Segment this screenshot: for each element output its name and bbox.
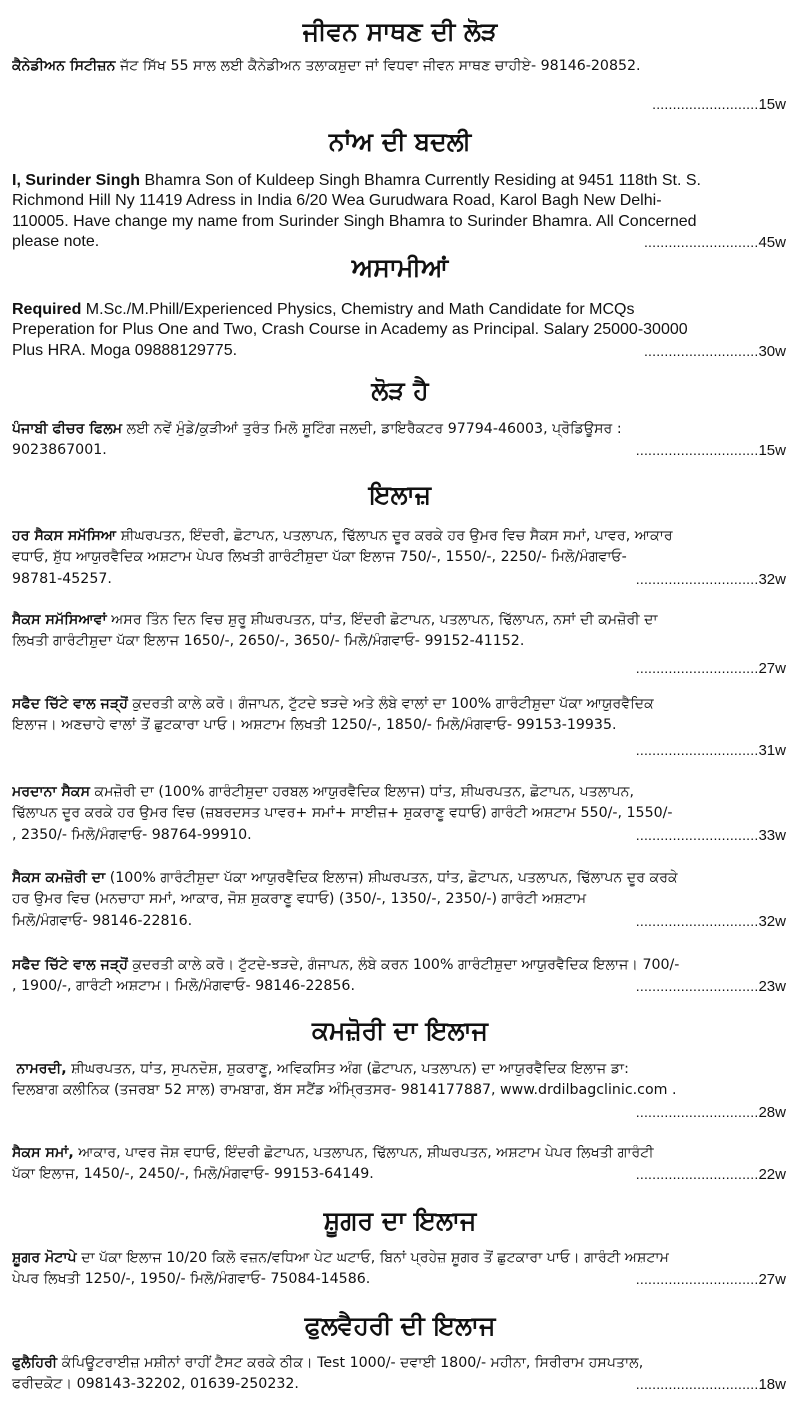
- ad-treatment-2: [12, 610, 786, 680]
- ad-lead: ਫੁਲੈਹਿਰੀ: [12, 1355, 58, 1371]
- ad-lead: Required: [12, 301, 82, 318]
- ad-text-line: ਅਸਰ ਤਿੰਨ ਦਿਨ ਵਿਚ ਸ਼ੁਰੂ ਸ਼ੀਘਰਪਤਨ, ਧਾਂਤ, ਇੰਦਰੀ ਛੋਟਾਪਨ, ਪਤਲਾਪਨ, ਢਿੱਲਾਪਨ, ਨਸਾਂ ਦੀ ਕਮਜ਼ੋਰੀ ਦਾ: [111, 612, 658, 628]
- ad-text-line: ਲਿਖਤੀ ਗਾਰੰਟੀਸ਼ੁਦਾ ਪੱਕਾ ਇਲਾਜ 1650/-, 2650/-, 3650/- ਮਿਲੋ/ਮੰਗਵਾਓ- 99152-41152.: [12, 633, 525, 650]
- ad-dots: ..........................: [652, 96, 759, 113]
- ad-code: 28w: [758, 1103, 786, 1121]
- ad-leucoderma: [12, 1353, 786, 1397]
- ad-text-line: ਢਿੱਲਾਪਨ ਦੂਰ ਕਰਕੇ ਹਰ ਉਮਰ ਵਿਚ (ਜ਼ਬਰਦਸਤ ਪਾਵਰ+ ਸਮਾਂ+ ਸਾਈਜ਼+ ਸ਼ੁਕਰਾਣੂ ਵਧਾਓ) ਗਾਰੰਟੀ ਅਸ਼ਟਾਮ 550/-, 1550/-: [12, 805, 673, 822]
- ad-treatment-3: [12, 694, 786, 762]
- section-heading-sugar-treatment: ਸ਼ੂਗਰ ਦਾ ਇਲਾਜ: [323, 1206, 477, 1235]
- ad-tail-text: ਪੱਕਾ ਇਲਾਜ, 1450/-, 2450/-, ਮਿਲੋ/ਮੰਗਵਾਓ- 99153-64149.: [12, 1166, 374, 1183]
- ad-lead: I, Surinder Singh: [12, 172, 141, 189]
- ad-code: 30w: [758, 342, 786, 360]
- ad-lead: ਸਫੈਦ ਚਿੱਟੇ ਵਾਲ ਜੜ੍ਹੋਂ: [12, 957, 128, 973]
- section-heading-name-change: ਨਾਂਅ ਦੀ ਬਦਲੀ: [328, 127, 472, 156]
- ad-tail-text: please note.: [12, 232, 100, 250]
- ad-text-line: 110005. Have change my name from Surinder Singh Bhamra to Surinder Bhamra. All Concerned: [12, 212, 697, 230]
- ad-dots: ..............................: [635, 978, 759, 995]
- ad-text-line: ਕੁਦਰਤੀ ਕਾਲੇ ਕਰੋ। ਟੁੱਟਦੇ-ਝੜਦੇ, ਗੰਜਾਪਨ, ਲੰਬੇ ਕਰਨ 100% ਗਾਰੰਟੀਸ਼ੁਦਾ ਆਯੁਰਵੈਦਿਕ ਇਲਾਜ। 700/-: [132, 957, 680, 973]
- ad-code: 27w: [758, 659, 786, 677]
- ad-text-line: Bhamra Son of Kuldeep Singh Bhamra Currently Residing at 9451 118th St. S.: [144, 172, 701, 189]
- ad-life-partner: [12, 56, 786, 117]
- ad-lead: ਸਫੈਦ ਚਿੱਟੇ ਵਾਲ ਜੜ੍ਹੋਂ: [12, 696, 128, 712]
- ad-weakness-2: [12, 1143, 786, 1187]
- ad-tail-text: ਪੇਪਰ ਲਿਖਤੀ 1250/-, 1950/- ਮਿਲੋ/ਮੰਗਵਾਓ- 75084-14586.: [12, 1271, 371, 1288]
- ad-code: 15w: [758, 96, 786, 114]
- ad-text-line: ਕੰਪਿਊਟਰਾਈਜ਼ ਮਸ਼ੀਨਾਂ ਰਾਹੀਂ ਟੈਸਟ ਕਰਕੇ ਠੀਕ। Test 1000/- ਦਵਾਈ 1800/- ਮਹੀਨਾ, ਸਿਰੀਰਾਮ ਹਸਪਤਾਲ,: [61, 1355, 644, 1371]
- ad-dots: ..............................: [635, 912, 759, 929]
- ad-treatment-1: [12, 526, 786, 591]
- ad-vacancy: [12, 300, 786, 362]
- ad-dots: ............................: [643, 342, 759, 359]
- ad-lead: ਹਰ ਸੈਕਸ ਸਮੱਸਿਆ: [12, 528, 117, 544]
- section-heading-weakness-treatment: ਕਮਜ਼ੋਰੀ ਦਾ ਇਲਾਜ: [311, 1016, 489, 1045]
- ad-code: 15w: [758, 442, 786, 460]
- ad-tail-text: 9023867001.: [12, 442, 107, 459]
- ad-code: 45w: [758, 233, 786, 251]
- ad-code: 31w: [758, 741, 786, 759]
- ad-dots: ..............................: [635, 570, 759, 587]
- ad-treatment-6: [12, 955, 786, 999]
- ad-code: 22w: [758, 1166, 786, 1184]
- ad-text-line: ਜੱਟ ਸਿੱਖ 55 ਸਾਲ ਲਈ ਕੈਨੇਡੀਅਨ ਤਲਾਕਸ਼ੁਦਾ ਜਾਂ ਵਿਧਵਾ ਜੀਵਨ ਸਾਥਣ ਚਾਹੀਏ- 98146-20852.: [120, 58, 641, 74]
- ad-text-line: ਕੁਦਰਤੀ ਕਾਲੇ ਕਰੋ। ਗੰਜਾਪਨ, ਟੁੱਟਦੇ ਝੜਦੇ ਅਤੇ ਲੰਬੇ ਵਾਲਾਂ ਦਾ 100% ਗਾਰੰਟੀਸ਼ੁਦਾ ਪੱਕਾ ਆਯੁਰਵੈਦਿਕ: [132, 696, 654, 712]
- ad-lead: ਸੈਕਸ ਕਮਜ਼ੋਰੀ ਦਾ: [12, 870, 106, 886]
- ad-lead: ਮਰਦਾਨਾ ਸੈਕਸ: [12, 784, 91, 800]
- ad-tail-text: Plus HRA. Moga 09888129775.: [12, 341, 238, 359]
- ad-text-line: ਲਈ ਨਵੇਂ ਮੁੰਡੇ/ਕੁੜੀਆਂ ਤੁਰੰਤ ਮਿਲੋ ਸ਼ੂਟਿੰਗ ਜਲਦੀ, ਡਾਇਰੈਕਟਰ 97794-46003, ਪ੍ਰੋਡਿਊਸਰ :: [126, 421, 622, 437]
- ad-text-line: ਕਮਜ਼ੋਰੀ ਦਾ (100% ਗਾਰੰਟੀਸ਼ੁਦਾ ਹਰਬਲ ਆਯੁਰਵੈਦਿਕ ਇਲਾਜ) ਧਾਂਤ, ਸ਼ੀਘਰਪਤਨ, ਛੋਟਾਪਨ, ਪਤਲਾਪਨ,: [94, 784, 635, 800]
- ad-text-line: ਇਲਾਜ। ਅਣਚਾਹੇ ਵਾਲਾਂ ਤੋਂ ਛੁਟਕਾਰਾ ਪਾਓ। ਅਸ਼ਟਾਮ ਲਿਖਤੀ 1250/-, 1850/- ਮਿਲੋ/ਮੰਗਵਾਓ- 99153-19935.: [12, 717, 617, 734]
- ad-treatment-4: [12, 782, 786, 847]
- ad-lead: ਸੈਕਸ ਸਮੱਸਿਆਵਾਂ: [12, 612, 107, 628]
- ad-dots: ..............................: [635, 442, 759, 459]
- ad-name-change: [12, 171, 786, 253]
- ad-code: 32w: [758, 912, 786, 930]
- ad-film-casting: [12, 419, 786, 463]
- ad-lead: ਕੈਨੇਡੀਅਨ ਸਿਟੀਜ਼ਨ: [12, 58, 116, 74]
- ad-code: 32w: [758, 570, 786, 588]
- ad-code: 18w: [758, 1376, 786, 1394]
- ad-dots: ............................: [643, 233, 759, 250]
- ad-dots: ..............................: [635, 1166, 759, 1183]
- ad-tail-text: ਫਰੀਦਕੋਟ। 098143-32202, 01639-250232.: [12, 1376, 299, 1393]
- section-heading-treatment: ਇਲਾਜ਼: [368, 480, 432, 509]
- ad-text-line: ਸ਼ੀਘਰਪਤਨ, ਧਾਂਤ, ਸੁਪਨਦੋਸ਼, ਸ਼ੁਕਰਾਣੂ, ਅਵਿਕਸਿਤ ਅੰਗ (ਛੋਟਾਪਨ, ਪਤਲਾਪਨ) ਦਾ ਆਯੁਰਵੈਦਿਕ ਇਲਾਜ ਡਾ:: [71, 1061, 629, 1077]
- ad-dots: ..............................: [635, 1103, 759, 1120]
- ad-text-line: ਵਧਾਓ, ਸ਼ੁੱਧ ਆਯੁਰਵੈਦਿਕ ਅਸ਼ਟਾਮ ਪੇਪਰ ਲਿਖਤੀ ਗਾਰੰਟੀਸ਼ੁਦਾ ਪੱਕਾ ਇਲਾਜ 750/-, 1550/-, 2250/- ਮਿਲੋ/ਮੰਗਵਾਓ-: [12, 549, 627, 566]
- ad-code: 23w: [758, 978, 786, 996]
- ad-treatment-5: [12, 868, 786, 933]
- ad-text-line: ਸ਼ੀਘਰਪਤਨ, ਇੰਦਰੀ, ਛੋਟਾਪਨ, ਪਤਲਾਪਨ, ਢਿੱਲਾਪਨ ਦੂਰ ਕਰਕੇ ਹਰ ਉਮਰ ਵਿਚ ਸੈਕਸ ਸਮਾਂ, ਪਾਵਰ, ਆਕਾਰ: [120, 528, 673, 544]
- ad-tail-text: , 2350/- ਮਿਲੋ/ਮੰਗਵਾਓ- 98764-99910.: [12, 826, 252, 843]
- section-heading-leucoderma-treatment: ਫੁਲਵੈਹਰੀ ਦੀ ਇਲਾਜ: [304, 1311, 496, 1340]
- ad-tail-text: 98781-45257.: [12, 570, 112, 587]
- ad-dots: ..............................: [635, 826, 759, 843]
- ad-text-line: Richmond Hill Ny 11419 Adress in India 6/20 Wea Gurudwara Road, Karol Bagh New Delhi-: [12, 192, 662, 210]
- ad-tail-text: ਮਿਲੋ/ਮੰਗਵਾਓ- 98146-22816.: [12, 912, 193, 929]
- section-heading-wanted: ਲੋੜ ਹੈ: [371, 376, 429, 405]
- ad-code: 27w: [758, 1271, 786, 1289]
- ad-text-line: (100% ਗਾਰੰਟੀਸ਼ੁਦਾ ਪੱਕਾ ਆਯੁਰਵੈਦਿਕ ਇਲਾਜ) ਸ਼ੀਘਰਪਤਨ, ਧਾਂਤ, ਛੋਟਾਪਨ, ਪਤਲਾਪਨ, ਢਿੱਲਾਪਨ ਦੂਰ ਕਰਕੇ: [109, 870, 678, 886]
- ad-dots: ..............................: [635, 1376, 759, 1393]
- section-heading-life-partner: ਜੀਵਨ ਸਾਥਣ ਦੀ ਲੋੜ: [302, 17, 498, 46]
- ad-lead: ਨਾਮਰਦੀ,: [16, 1061, 67, 1077]
- section-heading-vacancies: ਅਸਾਮੀਆਂ: [351, 253, 449, 282]
- ad-dots: ..............................: [635, 741, 759, 758]
- ad-text-line: M.Sc./M.Phill/Experienced Physics, Chemistry and Math Candidate for MCQs: [85, 301, 635, 318]
- ad-text-line: ਦਾ ਪੱਕਾ ਇਲਾਜ 10/20 ਕਿਲੋ ਵਜ਼ਨ/ਵਧਿਆ ਪੇਟ ਘਟਾਓ, ਬਿਨਾਂ ਪ੍ਰਹੇਜ਼ ਸ਼ੂਗਰ ਤੋਂ ਛੁਟਕਾਰਾ ਪਾਓ। ਗਾਰੰਟੀ ਅਸ਼ਟਾਮ: [81, 1250, 669, 1266]
- ad-text-line: ਆਕਾਰ, ਪਾਵਰ ਜੋਸ਼ ਵਧਾਓ, ਇੰਦਰੀ ਛੋਟਾਪਨ, ਪਤਲਾਪਨ, ਢਿੱਲਾਪਨ, ਸ਼ੀਘਰਪਤਨ, ਅਸ਼ਟਾਮ ਪੇਪਰ ਲਿਖਤੀ ਗਾਰੰਟੀ: [78, 1145, 654, 1161]
- ad-text-line: ਹਰ ਉਮਰ ਵਿਚ (ਮਨਚਾਹਾ ਸਮਾਂ, ਆਕਾਰ, ਜੋਸ਼ ਸ਼ੁਕਰਾਣੂ ਵਧਾਓ) (350/-, 1350/-, 2350/-) ਗਾਰੰਟੀ ਅਸ਼ਟਾਮ: [12, 891, 587, 908]
- ad-text-line: ਦਿਲਬਾਗ ਕਲੀਨਿਕ (ਤਜਰਬਾ 52 ਸਾਲ) ਰਾਮਬਾਗ, ਬੱਸ ਸਟੈਂਡ ਅੰਮ੍ਰਿਤਸਰ- 9814177887, www.drdilbagclinic.com .: [12, 1082, 677, 1099]
- ad-weakness-1: [12, 1059, 786, 1124]
- ad-lead: ਸ਼ੂਗਰ ਮੋਟਾਪੇ: [12, 1250, 77, 1266]
- ad-text-line: Preperation for Plus One and Two, Crash Course in Academy as Principal. Salary 25000-30000: [12, 321, 688, 339]
- ad-lead: ਸੈਕਸ ਸਮਾਂ,: [12, 1145, 74, 1161]
- ad-dots: ..............................: [635, 659, 759, 676]
- ad-tail-text: , 1900/-, ਗਾਰੰਟੀ ਅਸ਼ਟਾਮ। ਮਿਲੋ/ਮੰਗਵਾਓ- 98146-22856.: [12, 978, 355, 995]
- ad-lead: ਪੰਜਾਬੀ ਫੀਚਰ ਫਿਲਮ: [12, 421, 123, 437]
- ad-sugar: [12, 1248, 786, 1292]
- ad-dots: ..............................: [635, 1271, 759, 1288]
- ad-code: 33w: [758, 826, 786, 844]
